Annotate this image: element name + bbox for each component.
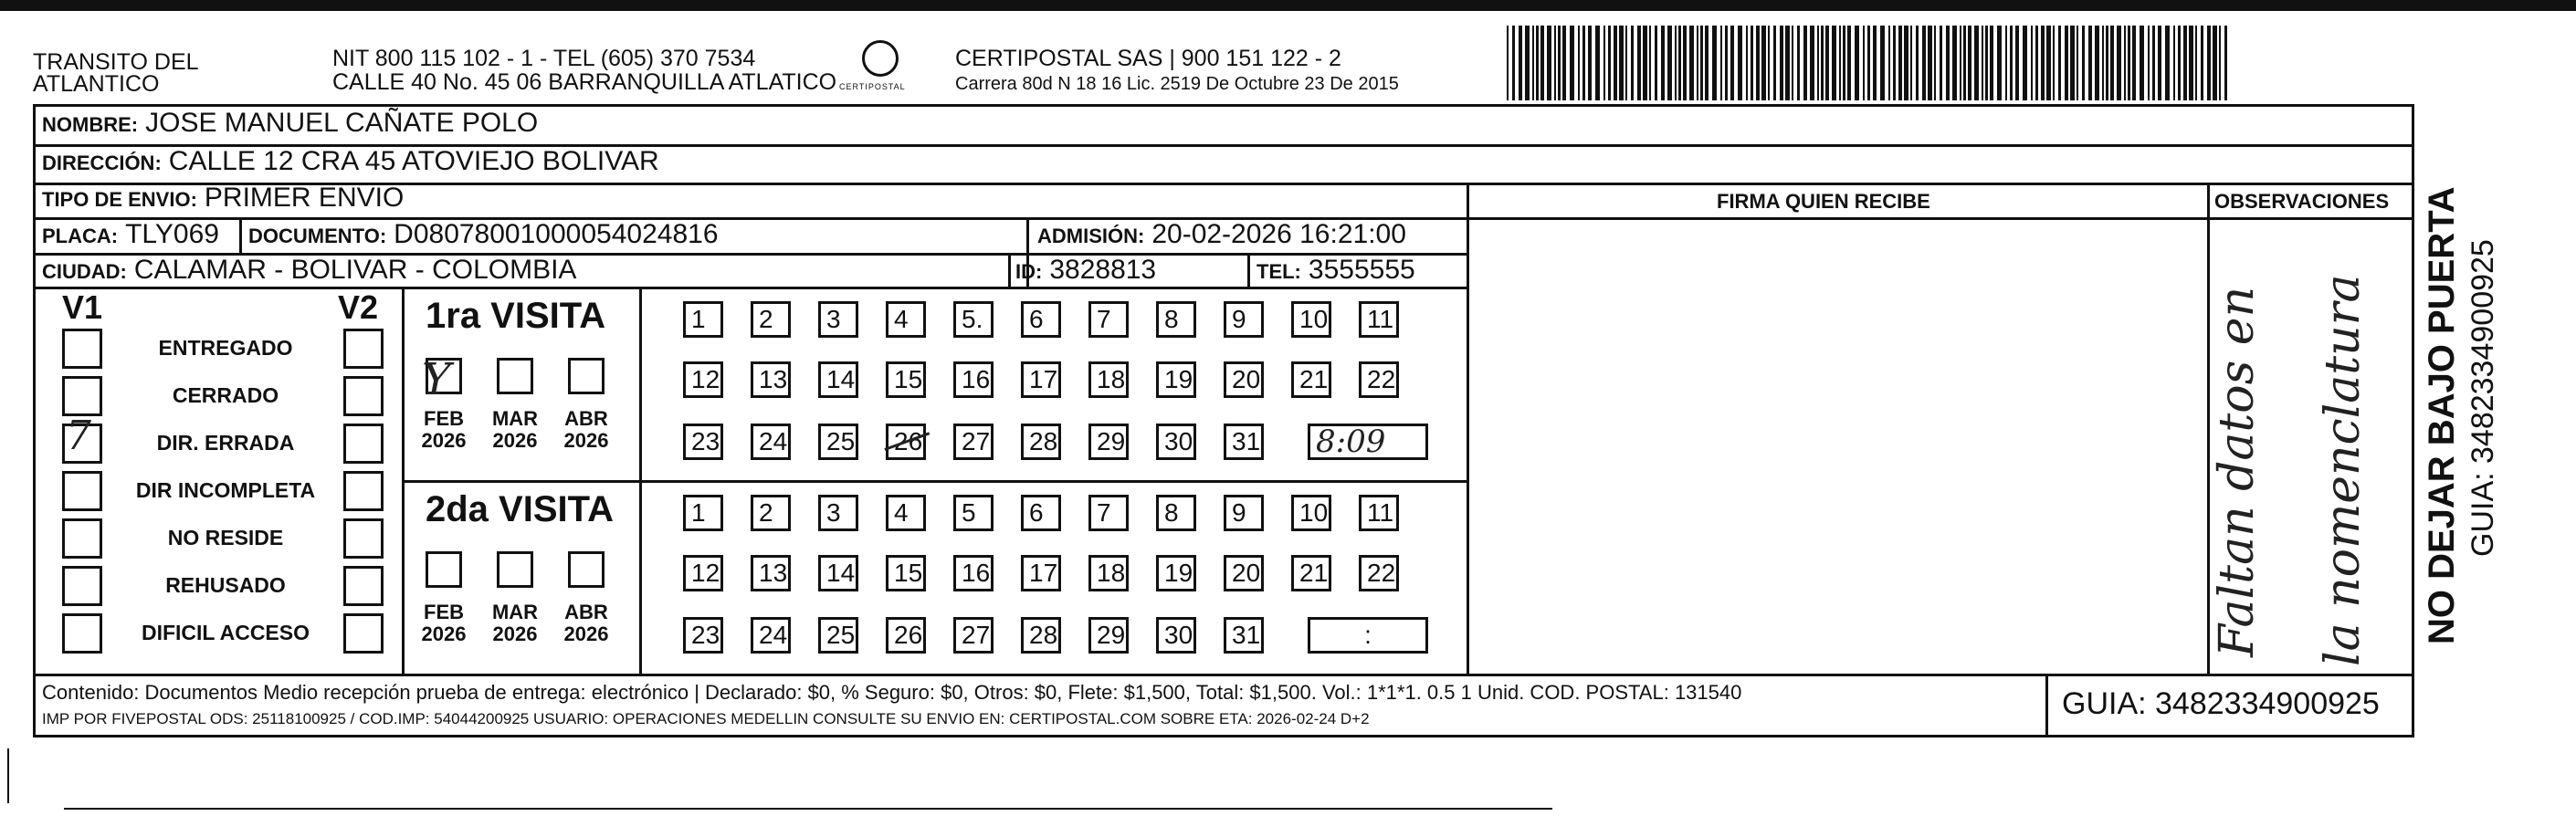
visit1-feb-mark: Y bbox=[422, 354, 451, 405]
barcode-bar bbox=[1968, 26, 1971, 100]
barcode-bar bbox=[1532, 26, 1534, 100]
v2-checkbox[interactable] bbox=[343, 376, 384, 416]
visit2-day-box[interactable]: 25 bbox=[818, 617, 858, 654]
barcode-bar bbox=[2224, 26, 2227, 100]
barcode-bar bbox=[2128, 26, 2130, 100]
barcode-bar bbox=[2158, 26, 2161, 100]
rule bbox=[1008, 253, 1011, 287]
carrier-license: Carrera 80d N 18 16 Lic. 2519 De Octubre 23 De 2015 bbox=[955, 74, 1399, 94]
observaciones-line2: la nomenclatura bbox=[2316, 274, 2371, 666]
rule bbox=[402, 480, 1467, 483]
visit1-day-box[interactable]: 8 bbox=[1156, 301, 1196, 338]
barcode-bar bbox=[1960, 26, 1961, 100]
v1-checkbox[interactable] bbox=[62, 329, 102, 369]
rule bbox=[33, 287, 1467, 289]
barcode-bar bbox=[1730, 26, 1734, 100]
v2-checkbox[interactable] bbox=[343, 518, 384, 559]
firma-label: FIRMA QUIEN RECIBE bbox=[1717, 190, 1930, 213]
observaciones-label: OBSERVACIONES bbox=[2214, 190, 2390, 213]
visit2-day-box[interactable]: 24 bbox=[751, 617, 791, 654]
visit1-day-box[interactable]: 16 bbox=[953, 361, 994, 398]
barcode-icon bbox=[1505, 26, 2235, 100]
bottom-rule bbox=[64, 808, 1552, 810]
barcode-bar bbox=[1867, 26, 1870, 100]
company-name-line2: ATLANTICO bbox=[33, 71, 160, 97]
tipo-envio-value: PRIMER ENVIO bbox=[204, 183, 405, 213]
v2-header: V2 bbox=[338, 288, 379, 326]
visit1-day-box[interactable]: 30 bbox=[1156, 424, 1196, 460]
admision-value: 20-02-2026 16:21:00 bbox=[1151, 219, 1406, 249]
visit2-time-placeholder: : bbox=[1364, 621, 1372, 649]
barcode-bar bbox=[1547, 26, 1551, 100]
barcode-bar bbox=[1847, 26, 1851, 100]
admision-label: ADMISIÓN: bbox=[1037, 225, 1145, 247]
barcode-bar bbox=[1625, 26, 1627, 100]
barcode-bar bbox=[1667, 26, 1672, 100]
visit1-day-box[interactable]: 21 bbox=[1291, 361, 1331, 398]
visit1-month-label: ABR bbox=[564, 407, 608, 430]
barcode-bar bbox=[1689, 26, 1694, 100]
barcode-bar bbox=[1982, 26, 1983, 100]
barcode-bar bbox=[1678, 26, 1681, 100]
visit1-title: 1ra VISITA bbox=[426, 296, 606, 336]
visit1-day-box[interactable]: 12 bbox=[683, 361, 723, 398]
barcode-bar bbox=[1946, 26, 1950, 100]
visit2-time-box[interactable] bbox=[1308, 617, 1428, 654]
barcode-bar bbox=[1536, 26, 1539, 100]
visit2-day-box[interactable]: 2 bbox=[751, 495, 791, 531]
reason-label: NO RESIDE bbox=[167, 526, 284, 549]
reason-label: REHUSADO bbox=[165, 573, 286, 597]
visit1-month-label: MAR bbox=[491, 407, 539, 430]
barcode-bar bbox=[1843, 26, 1845, 100]
visit2-month-box[interactable] bbox=[426, 551, 462, 588]
barcode-bar bbox=[1825, 26, 1829, 100]
barcode-bar bbox=[2195, 26, 2197, 100]
barcode-bar bbox=[1554, 26, 1556, 100]
visit2-day-box[interactable]: 29 bbox=[1088, 617, 1129, 654]
barcode-bar bbox=[1519, 26, 1522, 100]
visit2-day-box[interactable]: 31 bbox=[1224, 617, 1264, 654]
visit1-day-box[interactable]: 6 bbox=[1021, 301, 1061, 338]
barcode-bar bbox=[1985, 26, 1988, 100]
barcode-bar bbox=[1974, 26, 1979, 100]
visit1-day-box[interactable]: 5. bbox=[953, 301, 994, 338]
visit1-day-box[interactable]: 10 bbox=[1291, 301, 1331, 338]
barcode-bar bbox=[1780, 26, 1783, 100]
barcode-bar bbox=[2077, 26, 2078, 100]
tipo-envio-label: TIPO DE ENVIO: bbox=[42, 188, 197, 211]
visit2-month-box[interactable] bbox=[497, 551, 533, 588]
visit1-day-box[interactable]: 23 bbox=[683, 424, 723, 460]
reason-label: DIR. ERRADA bbox=[156, 431, 295, 455]
barcode-bar bbox=[2110, 26, 2114, 100]
barcode-bar bbox=[1683, 26, 1687, 100]
direccion-row bbox=[42, 146, 659, 177]
barcode-bar bbox=[2095, 26, 2099, 100]
barcode-bar bbox=[1712, 26, 1717, 100]
barcode-bar bbox=[1525, 26, 1530, 100]
barcode-bar bbox=[1893, 26, 1896, 100]
side-guia: GUIA: 3482334900925 bbox=[2466, 239, 2500, 557]
visit1-day-box[interactable]: 13 bbox=[751, 361, 791, 398]
barcode-bar bbox=[1756, 26, 1760, 100]
rule bbox=[1467, 217, 2414, 220]
visit2-day-box[interactable]: 3 bbox=[818, 495, 858, 531]
barcode-bar bbox=[1768, 26, 1770, 100]
visit2-day-box[interactable]: 7 bbox=[1088, 495, 1129, 531]
barcode-bar bbox=[1997, 26, 2002, 100]
barcode-bar bbox=[1700, 26, 1703, 100]
id-label: ID: bbox=[1015, 260, 1043, 283]
tel-row bbox=[1256, 255, 1415, 286]
visit1-day-box[interactable]: 27 bbox=[953, 424, 994, 460]
barcode-bar bbox=[2106, 26, 2108, 100]
v1-checkbox[interactable] bbox=[62, 376, 102, 416]
barcode-bar bbox=[1637, 26, 1641, 100]
barcode-bar bbox=[1603, 26, 1605, 100]
logo-caption: CERTIPOSTAL bbox=[839, 82, 906, 91]
visit2-day-box[interactable]: 30 bbox=[1156, 617, 1196, 654]
visit2-day-box[interactable]: 5 bbox=[953, 495, 994, 531]
visit1-day-box[interactable]: 31 bbox=[1224, 424, 1264, 460]
v1-checkbox[interactable] bbox=[62, 471, 102, 511]
barcode-bar bbox=[1697, 26, 1698, 100]
barcode-bar bbox=[1963, 26, 1966, 100]
visit1-day-box[interactable]: 11 bbox=[1359, 301, 1399, 338]
barcode-bar bbox=[2070, 26, 2075, 100]
ciudad-row bbox=[42, 255, 576, 286]
visit2-day-box[interactable]: 26 bbox=[886, 617, 926, 654]
barcode-bar bbox=[2065, 26, 2068, 100]
dir-errada-v1-mark: 7 bbox=[66, 413, 91, 459]
carrier-name: CERTIPOSTAL SAS | 900 151 122 - 2 bbox=[955, 46, 1341, 71]
barcode-bar bbox=[1595, 26, 1600, 100]
visit2-month-box[interactable] bbox=[568, 551, 605, 588]
barcode-bar bbox=[1558, 26, 1561, 100]
company-name-line1: TRANSITO DEL bbox=[33, 49, 199, 75]
barcode-bar bbox=[1888, 26, 1890, 100]
visit1-day-box[interactable]: 17 bbox=[1021, 361, 1061, 398]
barcode-bar bbox=[1873, 26, 1877, 100]
barcode-bar bbox=[2173, 26, 2175, 100]
barcode-bar bbox=[2165, 26, 2170, 100]
header-address: CALLE 40 No. 45 06 BARRANQUILLA ATLATICO bbox=[332, 69, 837, 95]
barcode-bar bbox=[1588, 26, 1592, 100]
direccion-value: CALLE 12 CRA 45 ATOVIEJO BOLIVAR bbox=[168, 146, 659, 176]
barcode-bar bbox=[1863, 26, 1865, 100]
visit2-day-box[interactable]: 22 bbox=[1359, 555, 1399, 591]
barcode-bar bbox=[1761, 26, 1766, 100]
id-value: 3828813 bbox=[1049, 255, 1157, 285]
barcode-bar bbox=[1785, 26, 1790, 100]
visit1-year-label: 2026 bbox=[563, 429, 609, 452]
barcode-bar bbox=[2010, 26, 2013, 100]
barcode-bar bbox=[1773, 26, 1776, 100]
v2-checkbox[interactable] bbox=[343, 613, 384, 654]
placa-label: PLACA: bbox=[42, 225, 119, 247]
visit2-day-box[interactable]: 14 bbox=[818, 555, 858, 591]
barcode-bar bbox=[1725, 26, 1728, 100]
barcode-bar bbox=[1898, 26, 1902, 100]
barcode-bar bbox=[1655, 26, 1657, 100]
barcode-bar bbox=[1952, 26, 1957, 100]
visit1-day-box[interactable]: 1 bbox=[683, 301, 723, 338]
rule bbox=[239, 217, 242, 253]
barcode-bar bbox=[1675, 26, 1677, 100]
barcode-bar bbox=[2058, 26, 2061, 100]
placa-row bbox=[42, 219, 219, 250]
nombre-row bbox=[42, 108, 538, 139]
visit2-day-box[interactable]: 9 bbox=[1224, 495, 1264, 531]
visit2-day-box[interactable]: 17 bbox=[1021, 555, 1061, 591]
barcode-bar bbox=[1803, 26, 1807, 100]
barcode-bar bbox=[2005, 26, 2007, 100]
barcode-bar bbox=[1797, 26, 1800, 100]
barcode-bar bbox=[2117, 26, 2121, 100]
barcode-bar bbox=[1619, 26, 1624, 100]
visit1-day-box[interactable]: 15 bbox=[886, 361, 926, 398]
visit2-day-box[interactable]: 16 bbox=[953, 555, 994, 591]
top-border bbox=[0, 0, 2576, 11]
barcode-bar bbox=[1738, 26, 1742, 100]
barcode-bar bbox=[1916, 26, 1919, 100]
barcode-bar bbox=[1570, 26, 1574, 100]
v2-checkbox[interactable] bbox=[343, 471, 384, 511]
visit2-year-label: 2026 bbox=[492, 622, 538, 645]
barcode-bar bbox=[2041, 26, 2045, 100]
reason-label: ENTREGADO bbox=[158, 336, 293, 360]
barcode-bar bbox=[1582, 26, 1585, 100]
visit2-day-box[interactable]: 21 bbox=[1291, 555, 1331, 591]
ciudad-value: CALAMAR - BOLIVAR - COLOMBIA bbox=[133, 255, 577, 285]
tipo-envio-row bbox=[42, 183, 404, 214]
visit1-time-box[interactable] bbox=[1308, 424, 1428, 460]
reason-label: DIFICIL ACCESO bbox=[141, 621, 310, 644]
v1-checkbox[interactable] bbox=[62, 566, 102, 606]
barcode-bar bbox=[1934, 26, 1936, 100]
barcode-bar bbox=[1540, 26, 1544, 100]
visit1-day-box[interactable]: 22 bbox=[1359, 361, 1399, 398]
visit2-day-box[interactable]: 10 bbox=[1291, 495, 1331, 531]
barcode-bar bbox=[2046, 26, 2051, 100]
barcode-bar bbox=[1507, 26, 1509, 100]
visit1-day-box[interactable]: 14 bbox=[818, 361, 858, 398]
footer-contenido: Contenido: Documentos Medio recepción prueba de entrega: electrónico | Declarado: $0, % Seguro: $0, Otros: $0, Flete: $1,500, Total: $1,500. Vol.: 1*1*1. 0.5 1 Unid. COD. POSTAL: 131540 bbox=[42, 681, 1742, 704]
nit-phone: NIT 800 115 102 - 1 - TEL (605) 370 7534 bbox=[332, 46, 756, 71]
visit1-year-label: 2026 bbox=[492, 429, 538, 452]
barcode-bar bbox=[1643, 26, 1647, 100]
barcode-bar bbox=[1746, 26, 1748, 100]
left-edge-mark bbox=[7, 748, 9, 803]
footer-guia: GUIA: 3482334900925 bbox=[2062, 686, 2380, 721]
visit2-day-box[interactable]: 23 bbox=[683, 617, 723, 654]
barcode-bar bbox=[1631, 26, 1634, 100]
barcode-bar bbox=[2201, 26, 2203, 100]
visit2-day-box[interactable]: 20 bbox=[1224, 555, 1264, 591]
barcode-bar bbox=[2088, 26, 2092, 100]
reason-label: CERRADO bbox=[172, 383, 279, 407]
barcode-bar bbox=[1810, 26, 1814, 100]
visit1-day-box[interactable]: 25 bbox=[818, 424, 858, 460]
visit1-day-box[interactable]: 28 bbox=[1021, 424, 1061, 460]
barcode-bar bbox=[1821, 26, 1824, 100]
v1-header: V1 bbox=[62, 288, 103, 326]
barcode-bar bbox=[1608, 26, 1611, 100]
observaciones-line1: Faltan datos en bbox=[2210, 286, 2265, 657]
barcode-bar bbox=[1855, 26, 1859, 100]
barcode-bar bbox=[1904, 26, 1908, 100]
barcode-bar bbox=[2140, 26, 2144, 100]
barcode-bar bbox=[2207, 26, 2211, 100]
visit2-title: 2da VISITA bbox=[426, 489, 614, 529]
barcode-bar bbox=[1512, 26, 1515, 100]
barcode-bar bbox=[2102, 26, 2104, 100]
barcode-bar bbox=[2219, 26, 2221, 100]
visit1-day-box[interactable]: 18 bbox=[1088, 361, 1129, 398]
no-dejar-bajo-puerta: NO DEJAR BAJO PUERTA bbox=[2422, 186, 2462, 644]
tel-value: 3555555 bbox=[1308, 255, 1415, 285]
visit2-year-label: 2026 bbox=[563, 622, 609, 645]
barcode-bar bbox=[1649, 26, 1651, 100]
v2-checkbox[interactable] bbox=[343, 424, 384, 464]
nombre-value: JOSE MANUEL CAÑATE POLO bbox=[145, 108, 539, 138]
documento-row bbox=[248, 219, 719, 250]
footer-imp: IMP POR FIVEPOSTAL ODS: 25118100925 / COD.IMP: 54044200925 USUARIO: OPERACIONES MEDELLIN CONSULTE SU ENVIO EN: CERTIPOSTAL.COM SOBRE ETA: 2026-02-24 D+2 bbox=[42, 710, 1370, 727]
documento-label: DOCUMENTO: bbox=[248, 225, 387, 247]
barcode-bar bbox=[2183, 26, 2187, 100]
placa-value: TLY069 bbox=[125, 219, 219, 249]
visit2-day-box[interactable]: 1 bbox=[683, 495, 723, 531]
visit2-month-label: MAR bbox=[491, 601, 539, 623]
visit1-day-box[interactable]: 20 bbox=[1224, 361, 1264, 398]
barcode-bar bbox=[1578, 26, 1580, 100]
reason-label: DIR INCOMPLETA bbox=[135, 478, 316, 502]
barcode-bar bbox=[1614, 26, 1617, 100]
visit2-day-box[interactable]: 12 bbox=[683, 555, 723, 591]
visit2-day-box[interactable]: 15 bbox=[886, 555, 926, 591]
visit2-month-label: ABR bbox=[564, 601, 608, 623]
visit1-month-label: FEB bbox=[424, 407, 464, 430]
barcode-bar bbox=[1940, 26, 1942, 100]
visit2-month-label: FEB bbox=[424, 601, 464, 623]
visit2-day-box[interactable]: 6 bbox=[1021, 495, 1061, 531]
ciudad-label: CIUDAD: bbox=[42, 260, 127, 283]
visit1-year-label: 2026 bbox=[421, 429, 467, 452]
barcode-bar bbox=[1817, 26, 1819, 100]
visit2-day-box[interactable]: 19 bbox=[1156, 555, 1196, 591]
barcode-bar bbox=[2082, 26, 2085, 100]
visit2-year-label: 2026 bbox=[421, 622, 467, 645]
visit1-day-box[interactable]: 26 bbox=[886, 424, 926, 460]
barcode-bar bbox=[2023, 26, 2027, 100]
visit1-day-box[interactable]: 9 bbox=[1224, 301, 1264, 338]
barcode-bar bbox=[2213, 26, 2217, 100]
documento-value: D08078001000054024816 bbox=[394, 219, 719, 249]
barcode-bar bbox=[1562, 26, 1566, 100]
visit1-day-box[interactable]: 7 bbox=[1088, 301, 1129, 338]
visit1-day-box[interactable]: 24 bbox=[751, 424, 791, 460]
barcode-bar bbox=[1705, 26, 1709, 100]
visit1-day-box[interactable]: 3 bbox=[818, 301, 858, 338]
barcode-bar bbox=[2015, 26, 2019, 100]
visit2-day-box[interactable]: 28 bbox=[1021, 617, 1061, 654]
barcode-bar bbox=[1661, 26, 1665, 100]
certipostal-logo-icon bbox=[862, 40, 899, 77]
visit1-month-box[interactable] bbox=[497, 358, 533, 394]
nombre-label: NOMBRE: bbox=[42, 113, 139, 136]
visit1-day-box[interactable]: 29 bbox=[1088, 424, 1129, 460]
barcode-bar bbox=[1922, 26, 1926, 100]
rule bbox=[1247, 253, 1250, 287]
barcode-bar bbox=[2035, 26, 2038, 100]
barcode-bar bbox=[2189, 26, 2193, 100]
visit1-time-value: 8:09 bbox=[1316, 424, 1386, 460]
v1-checkbox[interactable] bbox=[62, 613, 102, 654]
rule bbox=[33, 674, 2414, 676]
barcode-bar bbox=[1839, 26, 1841, 100]
visit2-day-box[interactable]: 4 bbox=[886, 495, 926, 531]
rule bbox=[2045, 674, 2048, 738]
barcode-bar bbox=[2053, 26, 2055, 100]
barcode-bar bbox=[2148, 26, 2150, 100]
barcode-bar bbox=[2152, 26, 2155, 100]
id-row bbox=[1015, 255, 1156, 286]
barcode-bar bbox=[1832, 26, 1836, 100]
visit2-day-box[interactable]: 13 bbox=[751, 555, 791, 591]
barcode-bar bbox=[2124, 26, 2126, 100]
barcode-bar bbox=[2132, 26, 2136, 100]
barcode-bar bbox=[2031, 26, 2033, 100]
barcode-bar bbox=[1792, 26, 1793, 100]
barcode-bar bbox=[1910, 26, 1912, 100]
visit2-day-box[interactable]: 18 bbox=[1088, 555, 1129, 591]
visit2-day-box[interactable]: 8 bbox=[1156, 495, 1196, 531]
barcode-bar bbox=[1880, 26, 1885, 100]
tel-label: TEL: bbox=[1256, 260, 1301, 283]
barcode-bar bbox=[2178, 26, 2181, 100]
rule bbox=[1467, 183, 1469, 674]
visit1-day-box[interactable]: 4 bbox=[886, 301, 926, 338]
v1-checkbox[interactable] bbox=[62, 518, 102, 559]
visit1-day-box[interactable]: 2 bbox=[751, 301, 791, 338]
direccion-label: DIRECCIÓN: bbox=[42, 152, 162, 174]
visit2-day-box[interactable]: 27 bbox=[953, 617, 994, 654]
barcode-bar bbox=[1751, 26, 1753, 100]
barcode-bar bbox=[1990, 26, 1993, 100]
visit1-month-box[interactable] bbox=[568, 358, 605, 394]
v2-checkbox[interactable] bbox=[343, 566, 384, 606]
barcode-bar bbox=[1928, 26, 1932, 100]
barcode-bar bbox=[1720, 26, 1722, 100]
visit2-day-box[interactable]: 11 bbox=[1359, 495, 1399, 531]
visit1-day-box[interactable]: 19 bbox=[1156, 361, 1196, 398]
admision-row bbox=[1037, 219, 1406, 250]
v2-checkbox[interactable] bbox=[343, 329, 384, 369]
